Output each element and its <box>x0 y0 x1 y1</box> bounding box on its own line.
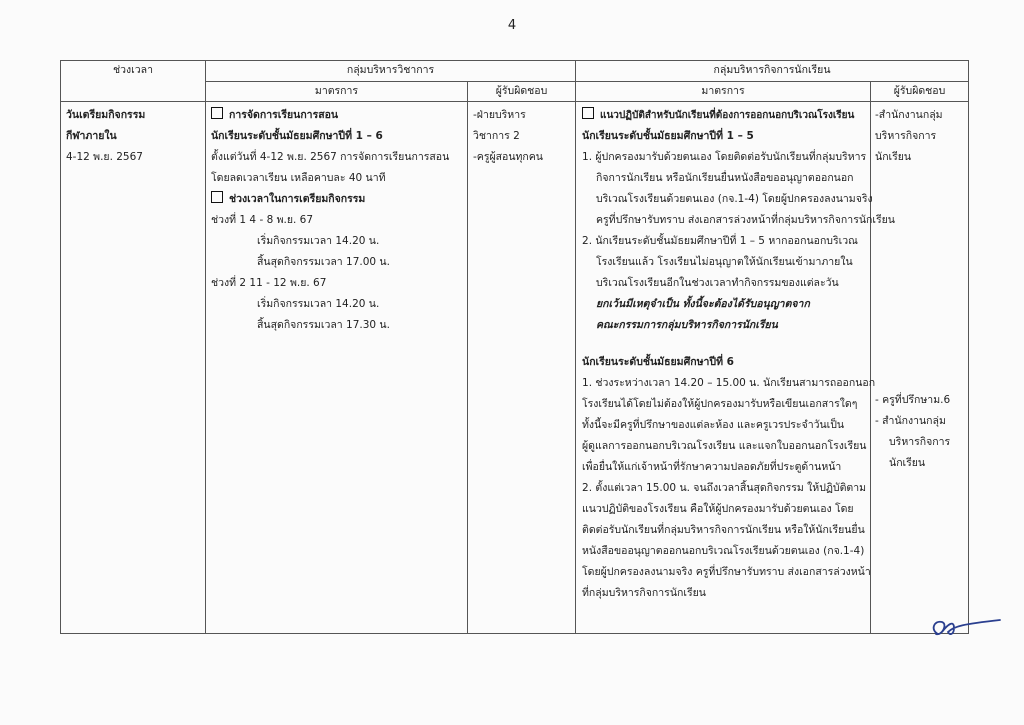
period-1-end: สิ้นสุดกิจกรรมเวลา 17.00 น. <box>257 256 390 268</box>
academic-resp-1: -ฝ่ายบริหาร <box>473 109 526 121</box>
header-responsible-academic: ผู้รับผิดชอบ <box>468 82 576 102</box>
period-2-start: เริ่มกิจกรรมเวลา 14.20 น. <box>257 298 380 310</box>
student-section-title: แนวปฏิบัติสำหรับนักเรียนที่ต้องการออกนอกบริเวณโรงเรียน <box>600 110 855 121</box>
m6-rule-1-line-3: ทั้งนี้จะมีครูที่ปรึกษาของแต่ละห้อง และครูเวรประจำวันเป็น <box>582 419 845 431</box>
rule-2-line-4: ยกเว้นมีเหตุจำเป็น ทั้งนี้จะต้องได้รับอนุญาตจาก <box>596 298 810 310</box>
m6-rule-1-line-4: ผู้ดูแลการออกนอกบริเวณโรงเรียน และแจกใบออกนอกโรงเรียน <box>582 440 867 452</box>
period-2-label: ช่วงที่ 2 11 - 12 พ.ย. 67 <box>211 277 327 289</box>
student-responsible-cell <box>871 102 969 634</box>
checkbox-icon <box>211 191 223 203</box>
header-time: ช่วงเวลา <box>61 61 206 102</box>
academic-resp-3: -ครูผู้สอนทุกคน <box>473 151 543 163</box>
academic-resp-2: วิชาการ 2 <box>473 130 520 142</box>
student-resp-b4: นักเรียน <box>889 457 926 469</box>
time-line-1: วันเตรียมกิจกรรม <box>66 109 146 121</box>
m6-rule-1-line-2: โรงเรียนได้โดยไม่ต้องให้ผู้ปกครองมารับหรือเขียนเอกสารใดๆ <box>582 398 858 410</box>
header-measures-academic: มาตรการ <box>206 82 468 102</box>
student-resp-b3: บริหารกิจการ <box>889 436 951 448</box>
rule-2-line-2: โรงเรียนแล้ว โรงเรียนไม่อนุญาตให้นักเรียนเข้ามาภายใน <box>596 256 853 268</box>
m6-rule-2-line-3: ติดต่อรับนักเรียนที่กลุ่มบริหารกิจการนักเรียน หรือให้นักเรียนยื่น <box>582 524 865 536</box>
student-measures-cell <box>576 102 895 634</box>
checkbox-icon <box>582 107 594 119</box>
m6-rule-2-line-4: หนังสือขออนุญาตออกนอกบริเวณโรงเรียนด้วยตนเอง (กจ.1-4) <box>582 545 865 557</box>
m6-rule-1-line-1: 1. ช่วงระหว่างเวลา 14.20 – 15.00 น. นักเรียนสามารถออกนอก <box>582 377 876 389</box>
student-resp-b1: - ครูที่ปรึกษาม.6 <box>875 394 951 406</box>
academic-subheading: นักเรียนระดับชั้นมัธยมศึกษาปีที่ 1 – 6 <box>211 130 383 142</box>
student-resp-a1: -สำนักงานกลุ่ม <box>875 109 943 121</box>
time-line-2: กีฬาภายใน <box>66 130 117 142</box>
rule-1-line-1: 1. ผู้ปกครองมารับด้วยตนเอง โดยติดต่อรับนักเรียนที่กลุ่มบริหาร <box>582 151 867 163</box>
header-student-group: กลุ่มบริหารกิจการนักเรียน <box>576 61 969 82</box>
academic-text-1: ตั้งแต่วันที่ 4-12 พ.ย. 2567 การจัดการเรียนการสอน <box>211 151 450 163</box>
period-1-label: ช่วงที่ 1 4 - 8 พ.ย. 67 <box>211 214 314 226</box>
student-subheading-1: นักเรียนระดับชั้นมัธยมศึกษาปีที่ 1 – 5 <box>582 130 754 142</box>
academic-section-2-title: ช่วงเวลาในการเตรียมกิจกรรม <box>229 193 366 205</box>
rule-1-line-2: กิจการนักเรียน หรือนักเรียนยื่นหนังสือขออนุญาตออกนอก <box>596 172 854 184</box>
rule-2-line-3: บริเวณโรงเรียนอีกในช่วงเวลาทำกิจกรรมของแต่ละวัน <box>596 277 839 289</box>
checkbox-icon <box>211 107 223 119</box>
signature-mark <box>924 612 1004 642</box>
rule-2-line-5: คณะกรรมการกลุ่มบริหารกิจการนักเรียน <box>596 319 778 331</box>
academic-measures-cell <box>206 102 468 634</box>
header-academic-group: กลุ่มบริหารวิชาการ <box>206 61 576 82</box>
m6-rule-2-line-2: แนวปฏิบัติของโรงเรียน คือให้ผู้ปกครองมารับด้วยตนเอง โดย <box>582 503 854 515</box>
period-2-end: สิ้นสุดกิจกรรมเวลา 17.30 น. <box>257 319 390 331</box>
academic-section-1-title: การจัดการเรียนการสอน <box>229 109 339 121</box>
m6-rule-2-line-1: 2. ตั้งแต่เวลา 15.00 น. จนถึงเวลาสิ้นสุดกิจกรรม ให้ปฏิบัติตาม <box>582 482 867 494</box>
time-date: 4-12 พ.ย. 2567 <box>66 151 143 163</box>
student-resp-a3: นักเรียน <box>875 151 912 163</box>
time-cell <box>61 102 206 634</box>
rule-2-line-1: 2. นักเรียนระดับชั้นมัธยมศึกษาปีที่ 1 – 5 หากออกนอกบริเวณ <box>582 235 858 247</box>
schedule-table <box>60 60 969 634</box>
academic-text-2: โดยลดเวลาเรียน เหลือคาบละ 40 นาที <box>211 172 386 184</box>
student-subheading-2: นักเรียนระดับชั้นมัธยมศึกษาปีที่ 6 <box>582 356 734 368</box>
m6-rule-2-line-6: ที่กลุ่มบริหารกิจการนักเรียน <box>582 587 706 599</box>
rule-1-line-4: ครูที่ปรึกษารับทราบ ส่งเอกสารล่วงหน้าที่กลุ่มบริหารกิจการนักเรียน <box>596 214 895 226</box>
rule-1-line-3: บริเวณโรงเรียนด้วยตนเอง (กจ.1-4) โดยผู้ปกครองลงนามจริง <box>596 193 873 205</box>
page-number: 4 <box>507 18 517 33</box>
m6-rule-1-line-5: เพื่อยื่นให้แก่เจ้าหน้าที่รักษาความปลอดภัยที่ประตูด้านหน้า <box>582 461 842 473</box>
student-resp-a2: บริหารกิจการ <box>875 130 937 142</box>
m6-rule-2-line-5: โดยผู้ปกครองลงนามจริง ครูที่ปรึกษารับทราบ ส่งเอกสารล่วงหน้า <box>582 566 871 578</box>
period-1-start: เริ่มกิจกรรมเวลา 14.20 น. <box>257 235 380 247</box>
student-resp-b2: - สำนักงานกลุ่ม <box>875 415 946 427</box>
academic-responsible-cell <box>468 102 576 634</box>
header-measures-student: มาตรการ <box>576 82 871 102</box>
header-responsible-student: ผู้รับผิดชอบ <box>871 82 969 102</box>
